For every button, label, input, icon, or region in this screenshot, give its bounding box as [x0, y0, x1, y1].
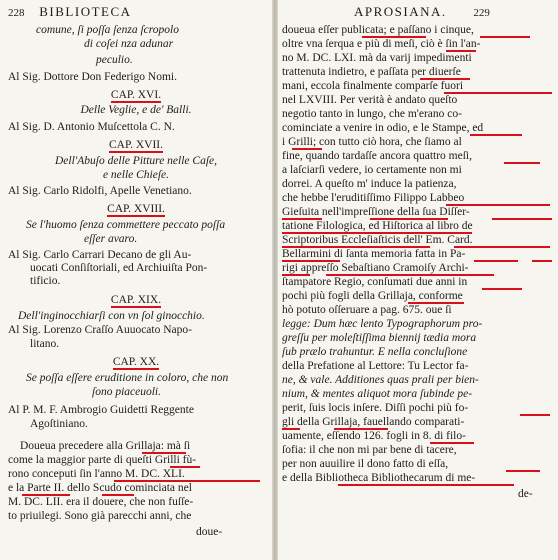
red-underline-mark [446, 204, 550, 206]
text-line: Scriptoribus Eccleſiaſticis dell' Em. Card. [282, 234, 473, 246]
red-underline-mark [282, 428, 300, 430]
red-underline-mark [474, 260, 518, 262]
text-line: Al Sig. Carlo Ridolfi, Apelle Venetiano. [8, 185, 192, 197]
red-underline-mark [420, 78, 470, 80]
text-line: rono conceputi ſin l'anno M. DC. XLI. [8, 468, 185, 480]
text-line: pochi più fogli della Grillaja, conforme [282, 290, 463, 302]
text-line: che hebbe l'eruditiſſimo Filippo Labbeo [282, 192, 465, 204]
right-running-title: APROSIANA. [354, 4, 447, 19]
right-page-number: 229 [473, 7, 490, 19]
text-line: doueua eſſer publicata; e paſſano i cinque, [282, 24, 474, 36]
text-line: dorrei. A queſto m' induce la patienza, [282, 178, 457, 190]
right-page [278, 0, 558, 560]
left-running-title: BIBLIOTECA [39, 4, 132, 19]
text-line: rigi appreſſo Sebaſtiano Cramoiſy Archi- [282, 262, 469, 274]
text-line: mani, eccola finalmente comparſe fuori [282, 80, 464, 92]
text-line: nium, & mentes aliquot mora ſubinde pe- [282, 388, 473, 400]
text-line: peculio. [96, 54, 133, 66]
text-line: nel LXVIII. Per verità è andato queſto [282, 94, 458, 106]
text-line: ſono piaceuoli. [92, 386, 161, 398]
red-underline-mark [430, 442, 474, 444]
red-underline-mark [114, 480, 260, 482]
red-underline-mark [170, 466, 200, 468]
text-line: no M. DC. LXI. mà da varij impedimenti [282, 52, 472, 64]
text-line: e la Parte II. dello Scudo cominciata nel [8, 482, 192, 494]
red-underline-mark [444, 92, 552, 94]
red-underline-mark [292, 148, 322, 150]
text-line: fine, quando tardaſſe ancora quattro meſi, [282, 150, 472, 162]
red-underline-mark [408, 302, 464, 304]
text-line: negotio tanto in lungo, che m'erano co- [282, 108, 462, 120]
text-line: doue- [196, 526, 223, 538]
text-line: M. DC. LII. era il douere, che non fuſſe- [8, 496, 194, 508]
red-underline-mark [282, 260, 340, 262]
red-underline-mark [282, 232, 472, 234]
left-page [0, 0, 272, 560]
text-line: ſtampatore Regio, conſumati due anni in [282, 276, 468, 288]
text-line: litano. [30, 338, 60, 350]
red-underline-mark [282, 246, 430, 248]
text-line: i Grilli; con tutto ciò hora, che ſiamo al [282, 136, 462, 148]
text-line: legge: Dum hæc lento Typographorum pro- [282, 318, 483, 330]
text-line: uocati Conſiſtoriali, ed Archiuiſta Pon- [30, 262, 208, 274]
text-line: Al Sig. D. Antonio Muſcettola C. N. [8, 121, 175, 133]
text-line: Se poſſa eſſere eruditione in coloro, che non [26, 372, 229, 384]
text-line: to priuilegi. Sono già parecchi anni, che [8, 510, 192, 522]
red-underline-mark [102, 494, 134, 496]
red-underline-mark [482, 288, 522, 290]
text-line: CAP. XIX. [110, 294, 162, 306]
red-underline-mark [282, 218, 322, 220]
text-line: Al Sig. Lorenzo Craſſo Auuocato Napo- [8, 324, 192, 336]
red-underline-mark [334, 428, 388, 430]
red-underline-mark [142, 452, 186, 454]
text-line: Bellarmini di ſanta memoria fatta in Pa- [282, 248, 466, 260]
red-underline-mark [454, 246, 550, 248]
text-line: greſſu per moleſtiſſima biennij tædia mora [282, 332, 477, 344]
text-line: CAP. XVI. [110, 89, 162, 101]
left-page-number: 228 [8, 7, 25, 19]
red-underline-mark [480, 36, 530, 38]
red-underline-mark [362, 36, 426, 38]
text-line: di coſei nza adunar [84, 38, 174, 50]
text-line: cominciate a venire in odio, e le Stampe, ed [282, 122, 484, 134]
text-line: perit, ſuis locis inſere. Diſſi pochi più fo- [282, 402, 469, 414]
left-page-header [8, 4, 132, 20]
red-underline-mark [532, 260, 552, 262]
text-line: Gieſuita nell'impreſſione della ſua Diſſer- [282, 206, 470, 218]
text-line: CAP. XVII. [109, 139, 163, 151]
text-line: come la maggior parte di queſti Grilli fù- [8, 454, 197, 466]
text-line: Delle Veglie, e de' Balli. [80, 104, 192, 116]
red-underline-mark [470, 134, 522, 136]
text-line: gli della Grillaja, fauellando comparati- [282, 416, 465, 428]
red-underline-mark [520, 414, 550, 416]
text-line: Agoſtiniano. [30, 418, 88, 430]
text-line: CAP. XVIII. [107, 203, 165, 215]
text-line: Dell'Abuſo delle Pitture nelle Caſe, [54, 155, 218, 167]
red-underline-mark [492, 218, 552, 220]
right-page-header [354, 4, 490, 20]
text-line: per non auuilire il dono fatto di eſſa, [282, 458, 449, 470]
text-line: eſſer avaro. [84, 233, 138, 245]
text-line: ne, & vale. Additiones quas prali per bien- [282, 374, 479, 386]
red-underline-mark [446, 50, 476, 52]
text-line: Al P. M. F. Ambrogio Guidetti Reggente [8, 404, 194, 416]
red-underline-mark [506, 470, 540, 472]
red-underline-mark [370, 218, 448, 220]
red-underline-mark [326, 274, 494, 276]
text-line: e nelle Chieſe. [102, 169, 170, 181]
text-line: de- [518, 488, 533, 500]
red-underline-mark [504, 162, 540, 164]
text-line: e della Bibliotheca Bibliothecarum di me- [282, 472, 476, 484]
text-line: tificio. [30, 275, 61, 287]
text-line: a laſciarſi vedere, io certamente non mi [282, 164, 462, 176]
red-underline-mark [22, 494, 70, 496]
text-line: ſofia: il che non mi par bene di tacere, [282, 444, 457, 456]
text-line: ſub prælo trahuntur. E nella concluſione [282, 346, 468, 358]
text-line: Dell'inginocchiarſi con vn ſol ginocchio. [18, 310, 205, 322]
text-line: Al Sig. Dottore Don Federigo Nomi. [8, 71, 177, 83]
text-line: comune, ſi poſſa ſenza ſcropolo [36, 24, 179, 36]
text-line: Al Sig. Carlo Carrari Decano de gli Au- [8, 249, 192, 261]
text-line: uamente, eſſendo 126. fogli in 8. di filo- [282, 430, 466, 442]
text-line: tatione Filologica, ed Hiſtorica al libro de [282, 220, 473, 232]
text-line: Se l'huomo ſenza commettere peccato poſſa [26, 219, 226, 231]
text-line: CAP. XX. [112, 356, 160, 368]
text-line: oltre vna ſerqua e più di meſi, ciò è ſin l'an- [282, 38, 481, 50]
text-line: della Prefatione al Lettore: Tu Lector fa- [282, 360, 469, 372]
text-line: Doueua precedere alla Grillaja: mà ſi [20, 440, 191, 452]
red-underline-mark [338, 484, 514, 486]
text-line: hò potuto oſſeruare a pag. 675. oue ſi [282, 304, 452, 316]
red-underline-mark [282, 274, 310, 276]
text-line: trattenuta indietro, e paſſata per diuerſe [282, 66, 461, 78]
